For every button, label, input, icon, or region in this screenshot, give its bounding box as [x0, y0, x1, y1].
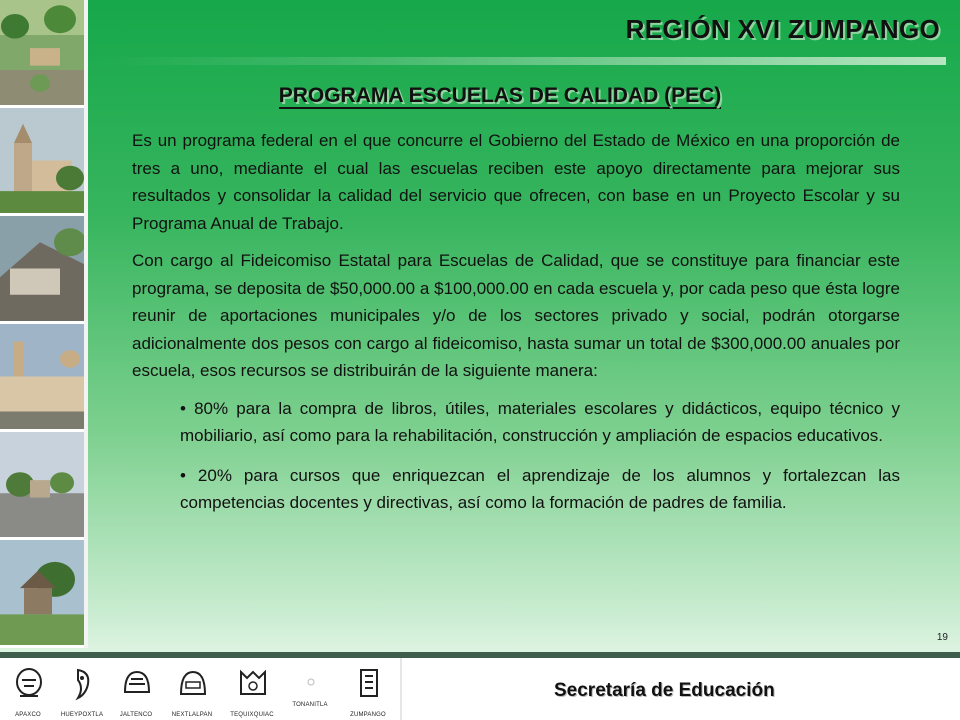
jaltenco-glyph-icon	[122, 666, 152, 702]
glyph-nextlalpan	[172, 660, 212, 718]
footer-divider	[400, 658, 402, 720]
glyph-tequixquiac	[232, 660, 272, 718]
glyph-hueypoxtla	[62, 660, 102, 718]
municipality-name: ZUMPANGO	[350, 712, 386, 718]
photo-plaza	[0, 0, 84, 108]
body-content	[132, 127, 900, 529]
zumpango-glyph-icon	[354, 666, 384, 702]
secretaria-label: Secretaría de Educación	[554, 680, 775, 701]
hueypoxtla-glyph-icon	[68, 666, 98, 702]
paragraph-1: Es un programa federal en el que concurre el Gobierno del Estado de México en una proporción de tres a uno, mediante el cual las escuelas reciben este apoyo directamente para mejorar sus resultados y consolidar la calidad del servicio que ofrecen, con base en un Proyecto Escolar y su Programa Anual de Trabajo.	[132, 131, 900, 233]
strip-divider	[84, 0, 88, 648]
glyph-tonanitla	[290, 660, 330, 718]
paragraph-2: Con cargo al Fideicomiso Estatal para Escuelas de Calidad, que se constituye para financiar este programa, se deposita de $50,000.00 a $100,000.00 en cada escuela y, por cada peso que ésta logre reunir de aportaciones municipales y/o de los sectores privado y social, podrán otorgarse adicionalmente dos pesos con cargo al fideicomiso, hasta sumar un total de $300,000.00 anuales por escuela, esos recursos se distribuirán de la siguiente manera:	[132, 251, 900, 380]
photo-strip	[0, 0, 84, 648]
page-number: 19	[936, 632, 948, 643]
bullet-item: • 20% para cursos que enriquezcan el aprendizaje de los alumnos y fortalezcan las competencias docentes y directivas, así como la formación de padres de familia.	[180, 465, 900, 512]
bullet-item: • 80% para la compra de libros, útiles, materiales escolares y didácticos, equipo técnico y mobiliario, así como para la rehabilitación, construcción y ampliación de espacios educativos.	[180, 398, 900, 445]
photo-palace	[0, 324, 84, 432]
tequixquiac-glyph-icon	[238, 666, 268, 702]
tonanitla-glyph-icon	[296, 666, 326, 702]
nextlalpan-glyph-icon	[178, 666, 208, 702]
municipality-name: APAXCO	[15, 712, 41, 718]
program-title-text: PROGRAMA ESCUELAS DE CALIDAD (PEC)	[278, 84, 722, 107]
photo-street	[0, 432, 84, 540]
title-rule	[100, 57, 946, 65]
glyph-apaxco	[8, 660, 48, 718]
footer	[0, 658, 960, 720]
municipality-name: HUEYPOXTLA	[60, 712, 104, 718]
region-title: REGIÓN XVI ZUMPANGO	[625, 14, 940, 44]
municipality-name: NEXTLALPAN	[171, 712, 213, 718]
municipality-name: JALTENCO	[119, 712, 153, 718]
photo-church	[0, 108, 84, 216]
municipality-glyphs	[4, 660, 398, 718]
photo-monument	[0, 216, 84, 324]
glyph-zumpango	[348, 660, 388, 718]
photo-kiosk	[0, 540, 84, 648]
glyph-jaltenco	[116, 660, 156, 718]
program-title	[90, 84, 910, 108]
municipality-name: TEQUIXQUIAC	[230, 712, 274, 718]
apaxco-glyph-icon	[14, 666, 44, 702]
bullet-list	[180, 395, 900, 517]
municipality-name: TONANITLA	[292, 702, 328, 708]
